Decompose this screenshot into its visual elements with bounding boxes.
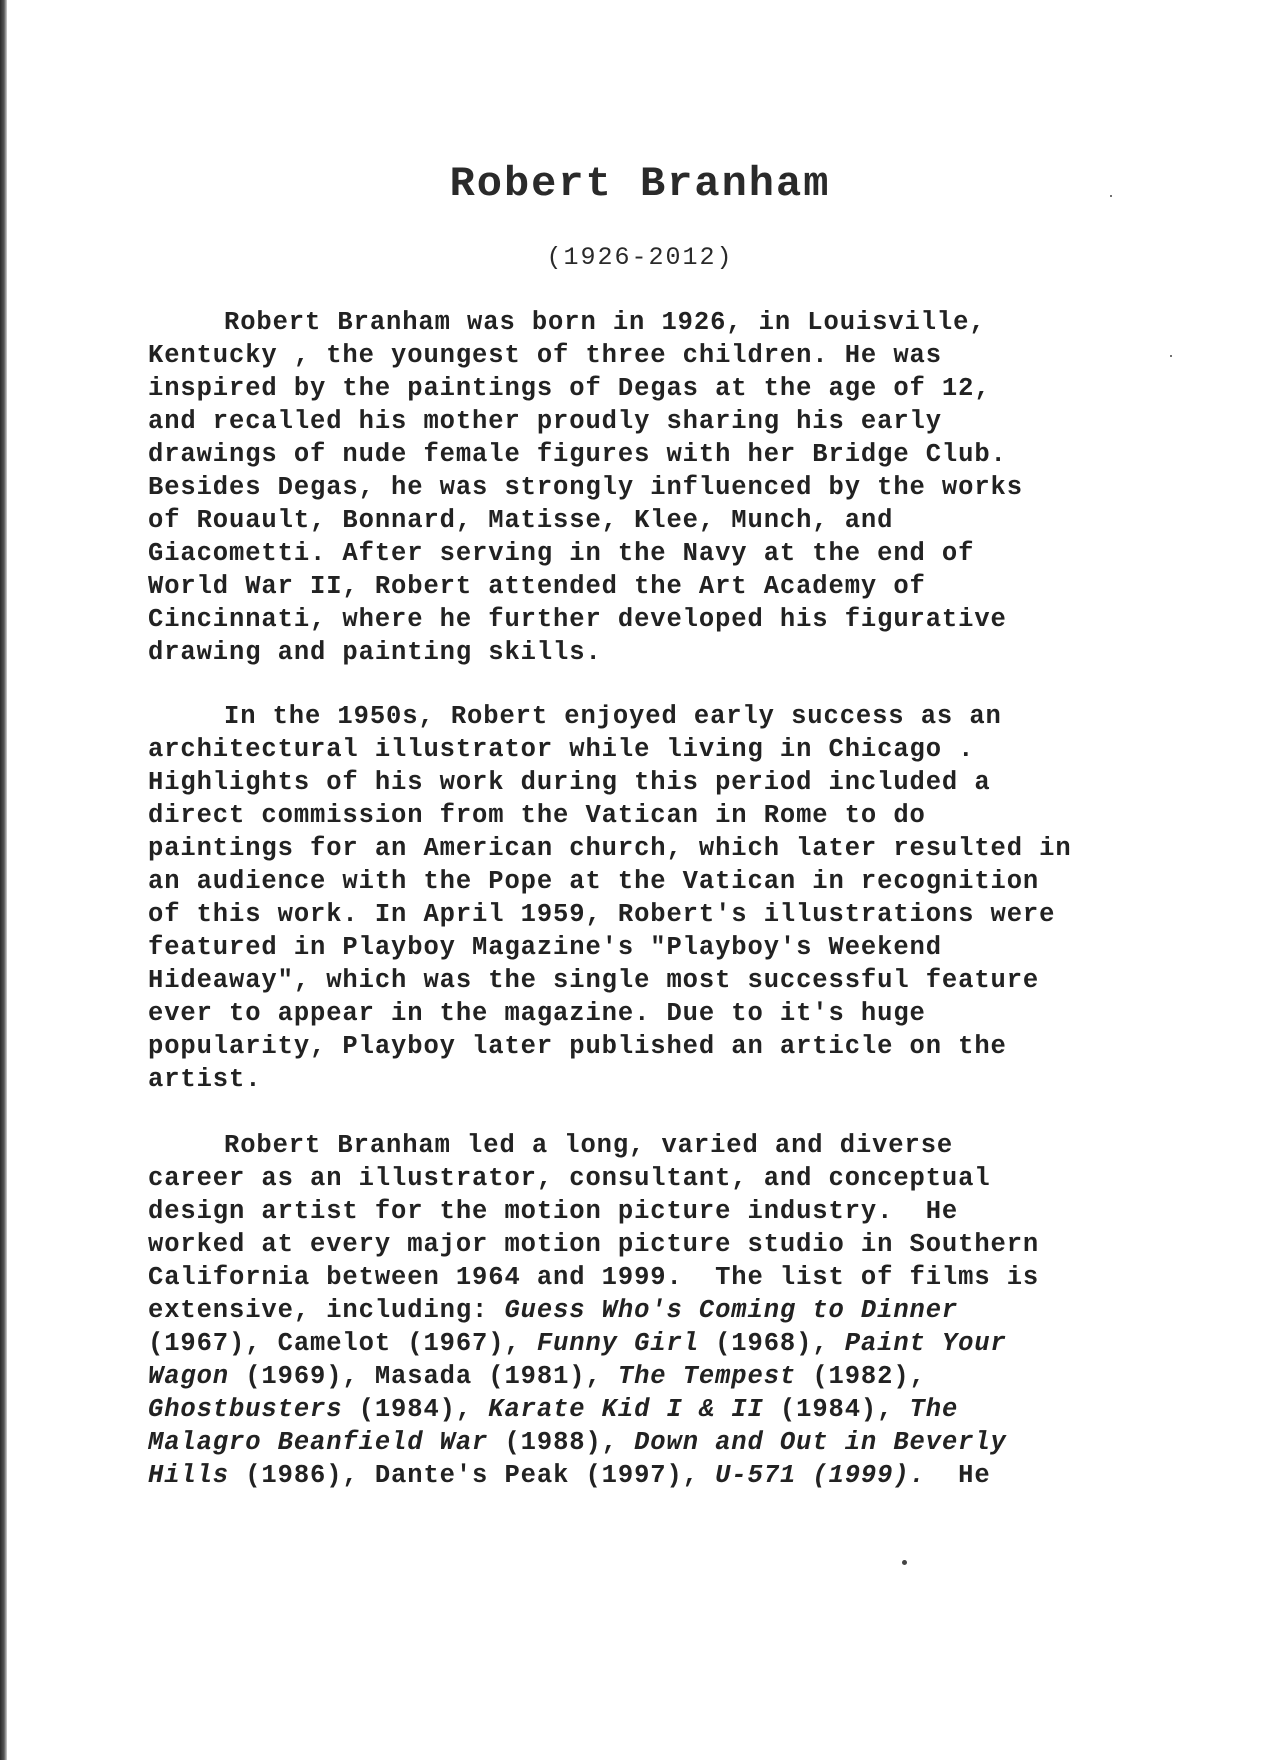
text-line: of Rouault, Bonnard, Matisse, Klee, Munch, and	[148, 506, 894, 535]
scan-speck	[902, 1560, 907, 1565]
text-line: an audience with the Pope at the Vatican in recognition	[148, 867, 1040, 896]
text-line: Besides Degas, he was strongly influenced by the works	[148, 473, 1023, 502]
text-line: paintings for an American church, which later resulted in	[148, 834, 1072, 863]
text-run: (1986), Dante's Peak (1997),	[229, 1461, 716, 1490]
film-title: Down and Out in Beverly	[634, 1428, 1007, 1457]
text-run: (1967), Camelot (1967),	[148, 1329, 537, 1358]
film-title: Malagro Beanfield War	[148, 1428, 489, 1457]
life-dates: (1926-2012)	[546, 243, 734, 272]
film-title: U-571 (1999).	[715, 1461, 926, 1490]
text-line: Robert Branham led a long, varied and diverse	[224, 1131, 954, 1160]
text-line	[148, 1459, 991, 1492]
page-title: Robert Branham	[449, 160, 831, 208]
text-line: architectural illustrator while living in Chicago .	[148, 735, 975, 764]
film-title: Ghostbusters	[148, 1395, 343, 1424]
text-line: Robert Branham was born in 1926, in Louisville,	[224, 308, 986, 337]
text-line: Kentucky , the youngest of three children. He was	[148, 341, 942, 370]
text-run: He	[925, 1461, 991, 1490]
text-line: In the 1950s, Robert enjoyed early success as an	[224, 702, 1002, 731]
text-run: (1969), Masada (1981),	[229, 1362, 618, 1391]
film-title: Karate Kid I & II	[488, 1395, 764, 1424]
film-title: Funny Girl	[536, 1329, 699, 1358]
text-line	[148, 1294, 958, 1327]
text-line: Hideaway", which was the single most successful feature	[148, 966, 1040, 995]
text-line: inspired by the paintings of Degas at the age of 12,	[148, 374, 991, 403]
text-run: (1968),	[698, 1329, 845, 1358]
text-line	[148, 1426, 1007, 1459]
text-line	[148, 1393, 958, 1426]
text-run: (1984),	[763, 1395, 910, 1424]
film-title: Hills	[148, 1461, 230, 1490]
scan-speck	[1170, 355, 1172, 357]
film-title: The Tempest	[617, 1362, 797, 1391]
film-title: Paint Your	[844, 1329, 1007, 1358]
text-line	[148, 1327, 1007, 1360]
text-line: career as an illustrator, consultant, and conceptual	[148, 1164, 991, 1193]
text-line: World War II, Robert attended the Art Academy of	[148, 572, 926, 601]
text-line: drawing and painting skills.	[148, 638, 602, 667]
text-line: drawings of nude female figures with her Bridge Club.	[148, 440, 1007, 469]
text-line: Giacometti. After serving in the Navy at the end of	[148, 539, 975, 568]
text-line: featured in Playboy Magazine's "Playboy's Weekend	[148, 933, 942, 962]
text-line: Cincinnati, where he further developed his figurative	[148, 605, 1007, 634]
text-run: extensive, including:	[148, 1296, 505, 1325]
text-line	[148, 1360, 926, 1393]
text-line: California between 1964 and 1999. The list of films is	[148, 1263, 1040, 1292]
film-title: Guess Who's Coming to Dinner	[504, 1296, 959, 1325]
text-line: of this work. In April 1959, Robert's illustrations were	[148, 900, 1056, 929]
text-line: artist.	[148, 1065, 262, 1094]
text-line: Highlights of his work during this period included a	[148, 768, 991, 797]
text-line: popularity, Playboy later published an article on the	[148, 1032, 1007, 1061]
text-line: design artist for the motion picture industry. He	[148, 1197, 959, 1226]
film-title: Wagon	[148, 1362, 230, 1391]
film-title: The	[909, 1395, 959, 1424]
text-line: direct commission from the Vatican in Rome to do	[148, 801, 926, 830]
text-line: and recalled his mother proudly sharing his early	[148, 407, 942, 436]
text-run: (1984),	[342, 1395, 489, 1424]
text-run: (1982),	[796, 1362, 926, 1391]
text-line: ever to appear in the magazine. Due to it's huge	[148, 999, 926, 1028]
text-line: worked at every major motion picture studio in Southern	[148, 1230, 1040, 1259]
text-run: (1988),	[488, 1428, 635, 1457]
